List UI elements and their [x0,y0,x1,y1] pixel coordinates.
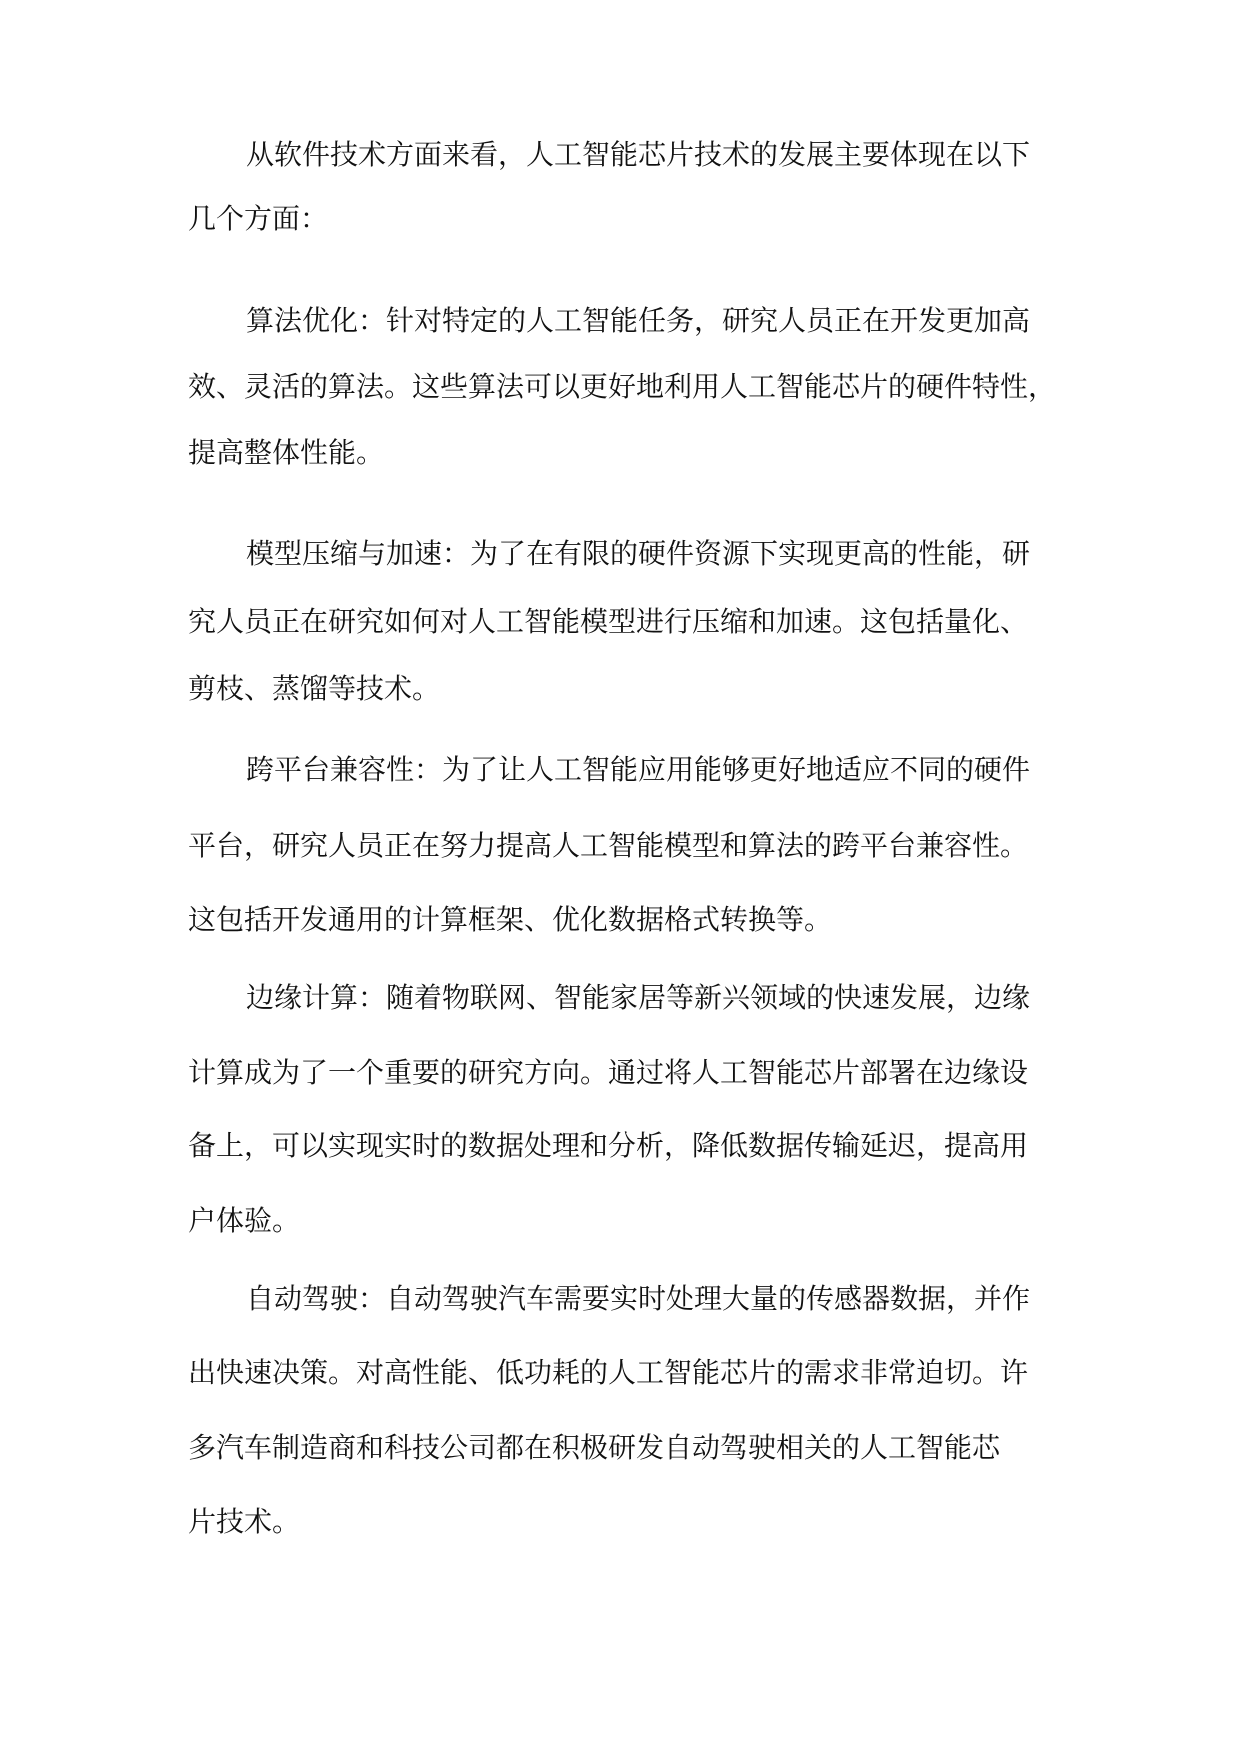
text-line: 出快速决策。对高性能、低功耗的人工智能芯片的需求非常迫切。许 [188,1356,1029,1389]
text-line: 剪枝、蒸馏等技术。 [188,672,441,705]
text-line: 边缘计算：随着物联网、智能家居等新兴领域的快速发展，边缘 [246,981,1031,1014]
text-line: 户体验。 [188,1204,301,1237]
text-line: 多汽车制造商和科技公司都在积极研发自动驾驶相关的人工智能芯 [188,1431,1001,1464]
text-line: 算法优化：针对特定的人工智能任务，研究人员正在开发更加高 [246,304,1031,337]
text-line: 究人员正在研究如何对人工智能模型进行压缩和加速。这包括量化、 [188,605,1029,638]
text-line: 效、灵活的算法。这些算法可以更好地利用人工智能芯片的硬件特性， [188,370,1057,403]
text-line: 几个方面： [188,202,329,235]
text-line: 提高整体性能。 [188,436,385,469]
text-line: 平台，研究人员正在努力提高人工智能模型和算法的跨平台兼容性。 [188,829,1029,862]
text-line: 计算成为了一个重要的研究方向。通过将人工智能芯片部署在边缘设 [188,1056,1029,1089]
text-line: 模型压缩与加速：为了在有限的硬件资源下实现更高的性能，研 [246,537,1031,570]
text-line: 备上，可以实现实时的数据处理和分析，降低数据传输延迟，提高用 [188,1129,1029,1162]
text-line: 跨平台兼容性：为了让人工智能应用能够更好地适应不同的硬件 [246,753,1031,786]
text-line: 从软件技术方面来看，人工智能芯片技术的发展主要体现在以下 [246,138,1031,171]
text-line: 自动驾驶：自动驾驶汽车需要实时处理大量的传感器数据，并作 [246,1282,1031,1315]
text-line: 片技术。 [188,1505,301,1538]
text-line: 这包括开发通用的计算框架、优化数据格式转换等。 [188,903,833,936]
